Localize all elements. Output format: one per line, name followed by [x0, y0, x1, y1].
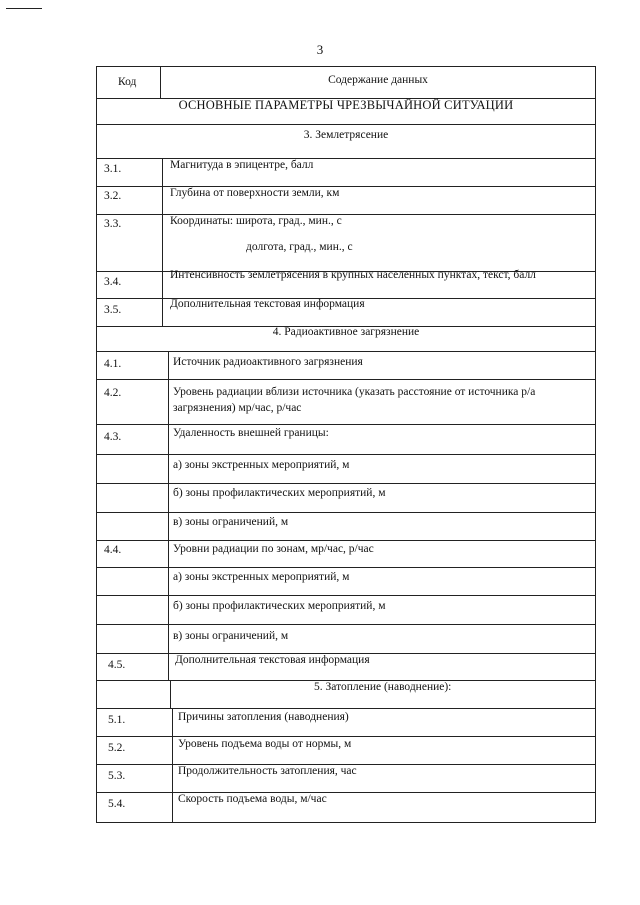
row-text: Уровень подъема воды от нормы, м	[178, 738, 352, 750]
page-number: 3	[316, 42, 324, 57]
row-text: Уровень радиации вблизи источника (указать расстояние от источника р/а	[173, 386, 536, 398]
row-code: 4.4.	[104, 544, 122, 556]
table-row	[96, 595, 596, 596]
table-row	[96, 379, 596, 380]
table-row	[96, 512, 596, 513]
data-table	[96, 66, 596, 823]
row-code: 4.2.	[104, 387, 122, 399]
row-text: Удаленность внешней границы:	[173, 427, 329, 439]
row-code: 3.1.	[104, 163, 122, 175]
row-text-line2: загрязнения) мр/час, р/час	[173, 402, 302, 414]
table-row	[96, 567, 596, 568]
header-content: Содержание данных	[328, 74, 428, 86]
row-text: Источник радиоактивного загрязнения	[173, 356, 363, 368]
row-text: Уровни радиации по зонам, мр/час, р/час	[173, 543, 374, 555]
row-text-line2: долгота, град., мин., с	[246, 241, 353, 253]
row-text: Продолжительность затопления, час	[178, 765, 357, 777]
row-text: в) зоны ограничений, м	[173, 630, 289, 642]
row-code: 5.1.	[108, 714, 126, 726]
row-text: Интенсивность землетрясения в крупных населенных пунктах, текст, балл	[170, 269, 536, 281]
row-text: Координаты: широта, град., мин., с	[170, 215, 342, 227]
row-text: в) зоны ограничений, м	[173, 516, 289, 528]
row-text: б) зоны профилактических мероприятий, м	[173, 600, 386, 612]
row-text: Магнитуда в эпицентре, балл	[170, 159, 314, 171]
row-text: Дополнительная текстовая информация	[170, 298, 365, 310]
table-row	[96, 454, 596, 455]
row-code: 5.3.	[108, 770, 126, 782]
row-text: Скорость подъема воды, м/час	[178, 793, 327, 805]
table-row	[96, 424, 596, 425]
scan-corner-mark	[6, 8, 42, 9]
header-code: Код	[118, 76, 137, 88]
row-code: 3.2.	[104, 190, 122, 202]
section-title: 5. Затопление (наводнение):	[314, 681, 452, 693]
row-text: Дополнительная текстовая информация	[175, 654, 370, 666]
row-code: 3.5.	[104, 304, 122, 316]
header-divider	[160, 66, 161, 98]
column-divider	[168, 351, 169, 680]
section-title: 4. Радиоактивное загрязнение	[272, 326, 420, 338]
row-code: 4.3.	[104, 431, 122, 443]
table-row	[96, 792, 596, 793]
row-code: 3.3.	[104, 218, 122, 230]
column-divider	[162, 158, 163, 326]
section-title: 3. Землетрясение	[303, 129, 389, 141]
row-text: б) зоны профилактических мероприятий, м	[173, 487, 386, 499]
table-row	[96, 483, 596, 484]
row-text: а) зоны экстренных мероприятий, м	[173, 571, 350, 583]
row-code: 5.2.	[108, 742, 126, 754]
row-code: 3.4.	[104, 276, 122, 288]
table-row	[96, 624, 596, 625]
column-divider	[170, 680, 171, 708]
row-text: Причины затопления (наводнения)	[178, 711, 349, 723]
row-text: а) зоны экстренных мероприятий, м	[173, 459, 350, 471]
row-code: 4.5.	[108, 659, 126, 671]
row-code: 4.1.	[104, 358, 122, 370]
column-divider	[172, 708, 173, 823]
main-heading: ОСНОВНЫЕ ПАРАМЕТРЫ ЧРЕЗВЫЧАЙНОЙ СИТУАЦИИ	[178, 98, 514, 112]
row-code: 5.4.	[108, 798, 126, 810]
row-text: Глубина от поверхности земли, км	[170, 187, 340, 199]
table-row	[96, 351, 596, 352]
